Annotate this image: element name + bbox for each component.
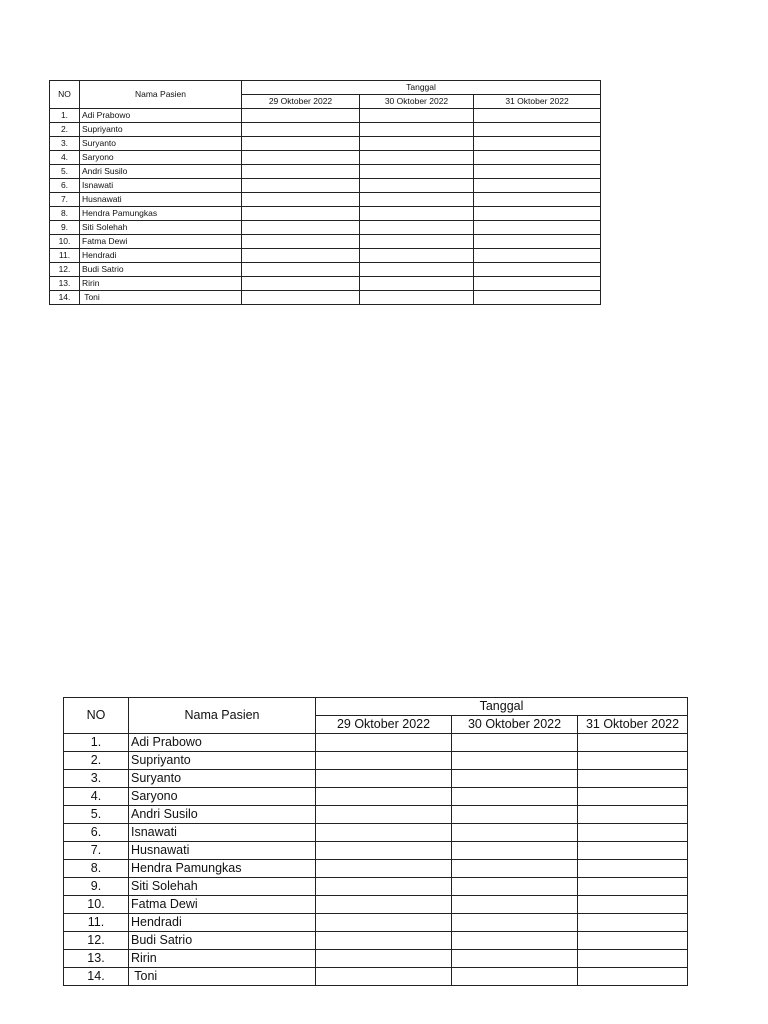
date-cell[interactable]	[578, 950, 688, 968]
table-row	[50, 165, 601, 179]
date-cell[interactable]	[360, 137, 474, 151]
date-cell[interactable]	[242, 249, 360, 263]
date-cell[interactable]	[474, 193, 601, 207]
patient-name: Husnawati	[129, 842, 316, 860]
header-date: 31 Oktober 2022	[578, 716, 688, 734]
table-body	[50, 109, 601, 305]
table-row	[50, 249, 601, 263]
row-number: 13.	[50, 277, 80, 291]
header-no: NO	[50, 81, 80, 109]
patient-name: Toni	[80, 291, 242, 305]
date-cell[interactable]	[316, 788, 452, 806]
date-cell[interactable]	[360, 179, 474, 193]
date-cell[interactable]	[474, 151, 601, 165]
date-cell[interactable]	[474, 109, 601, 123]
patient-name: Hendra Pamungkas	[80, 207, 242, 221]
date-cell[interactable]	[452, 860, 578, 878]
row-number: 5.	[64, 806, 129, 824]
patient-name: Hendra Pamungkas	[129, 860, 316, 878]
date-cell[interactable]	[452, 896, 578, 914]
date-cell[interactable]	[316, 806, 452, 824]
date-cell[interactable]	[242, 165, 360, 179]
patient-name: Saryono	[129, 788, 316, 806]
date-cell[interactable]	[578, 842, 688, 860]
date-cell[interactable]	[360, 235, 474, 249]
row-number: 14.	[50, 291, 80, 305]
date-cell[interactable]	[578, 860, 688, 878]
date-cell[interactable]	[474, 277, 601, 291]
patient-name: Andri Susilo	[80, 165, 242, 179]
patient-name: Supriyanto	[80, 123, 242, 137]
date-cell[interactable]	[474, 179, 601, 193]
date-cell[interactable]	[474, 249, 601, 263]
date-cell[interactable]	[316, 824, 452, 842]
table-body	[64, 734, 688, 986]
date-cell[interactable]	[360, 291, 474, 305]
date-cell[interactable]	[360, 151, 474, 165]
date-cell[interactable]	[474, 137, 601, 151]
row-number: 3.	[50, 137, 80, 151]
date-cell[interactable]	[452, 950, 578, 968]
date-cell[interactable]	[452, 752, 578, 770]
date-cell[interactable]	[452, 914, 578, 932]
patient-name: Siti Solehah	[80, 221, 242, 235]
patient-table-small	[49, 80, 601, 305]
date-cell[interactable]	[452, 968, 578, 986]
date-cell[interactable]	[360, 165, 474, 179]
patient-name: Suryanto	[129, 770, 316, 788]
patient-name: Fatma Dewi	[80, 235, 242, 249]
date-cell[interactable]	[360, 207, 474, 221]
date-cell[interactable]	[452, 788, 578, 806]
table-row	[64, 968, 688, 986]
date-cell[interactable]	[360, 263, 474, 277]
date-cell[interactable]	[474, 165, 601, 179]
row-number: 7.	[64, 842, 129, 860]
date-cell[interactable]	[316, 860, 452, 878]
row-number: 6.	[64, 824, 129, 842]
date-cell[interactable]	[360, 249, 474, 263]
row-number: 4.	[64, 788, 129, 806]
patient-name: Ririn	[129, 950, 316, 968]
date-cell[interactable]	[578, 788, 688, 806]
date-cell[interactable]	[242, 179, 360, 193]
date-cell[interactable]	[474, 221, 601, 235]
row-number: 4.	[50, 151, 80, 165]
date-cell[interactable]	[578, 734, 688, 752]
table-row	[50, 291, 601, 305]
patient-table-large	[63, 697, 688, 986]
header-date: 29 Oktober 2022	[316, 716, 452, 734]
row-number: 12.	[50, 263, 80, 277]
row-number: 2.	[50, 123, 80, 137]
date-cell[interactable]	[578, 752, 688, 770]
table-row	[64, 896, 688, 914]
patient-name: Toni	[129, 968, 316, 986]
date-cell[interactable]	[316, 752, 452, 770]
date-cell[interactable]	[242, 109, 360, 123]
row-number: 8.	[50, 207, 80, 221]
date-cell[interactable]	[316, 896, 452, 914]
date-cell[interactable]	[360, 277, 474, 291]
row-number: 2.	[64, 752, 129, 770]
date-cell[interactable]	[316, 878, 452, 896]
date-cell[interactable]	[242, 151, 360, 165]
table-row	[50, 263, 601, 277]
patient-name: Budi Satrio	[129, 932, 316, 950]
header-date: 29 Oktober 2022	[242, 95, 360, 109]
date-cell[interactable]	[242, 235, 360, 249]
date-cell[interactable]	[578, 806, 688, 824]
date-cell[interactable]	[452, 770, 578, 788]
table-row	[64, 932, 688, 950]
date-cell[interactable]	[452, 806, 578, 824]
row-number: 5.	[50, 165, 80, 179]
date-cell[interactable]	[474, 291, 601, 305]
date-cell[interactable]	[242, 263, 360, 277]
row-number: 9.	[64, 878, 129, 896]
date-cell[interactable]	[452, 824, 578, 842]
row-number: 9.	[50, 221, 80, 235]
date-cell[interactable]	[242, 137, 360, 151]
table-row	[64, 788, 688, 806]
date-cell[interactable]	[242, 291, 360, 305]
header-date: 31 Oktober 2022	[474, 95, 601, 109]
patient-name: Hendradi	[80, 249, 242, 263]
table-row	[50, 123, 601, 137]
table-row	[64, 914, 688, 932]
date-cell[interactable]	[578, 770, 688, 788]
date-cell[interactable]	[578, 896, 688, 914]
date-cell[interactable]	[242, 277, 360, 291]
date-cell[interactable]	[578, 824, 688, 842]
table-row	[50, 221, 601, 235]
table-row	[64, 806, 688, 824]
row-number: 10.	[50, 235, 80, 249]
row-number: 11.	[64, 914, 129, 932]
patient-name: Husnawati	[80, 193, 242, 207]
date-cell[interactable]	[242, 193, 360, 207]
table-row	[50, 109, 601, 123]
row-number: 11.	[50, 249, 80, 263]
table-row	[64, 770, 688, 788]
patient-name: Adi Prabowo	[80, 109, 242, 123]
date-cell[interactable]	[316, 932, 452, 950]
patient-name: Supriyanto	[129, 752, 316, 770]
header-name: Nama Pasien	[129, 698, 316, 734]
header-date: 30 Oktober 2022	[452, 716, 578, 734]
date-cell[interactable]	[578, 878, 688, 896]
row-number: 14.	[64, 968, 129, 986]
table-row	[50, 179, 601, 193]
date-cell[interactable]	[452, 932, 578, 950]
date-cell[interactable]	[452, 842, 578, 860]
row-number: 10.	[64, 896, 129, 914]
table-row	[50, 207, 601, 221]
date-cell[interactable]	[316, 842, 452, 860]
table-row	[50, 193, 601, 207]
table-row	[64, 824, 688, 842]
date-cell[interactable]	[474, 235, 601, 249]
header-no: NO	[64, 698, 129, 734]
patient-name: Fatma Dewi	[129, 896, 316, 914]
date-cell[interactable]	[578, 932, 688, 950]
table-row	[50, 137, 601, 151]
table-row	[64, 734, 688, 752]
table-row	[50, 277, 601, 291]
patient-name: Suryanto	[80, 137, 242, 151]
row-number: 1.	[50, 109, 80, 123]
patient-name: Andri Susilo	[129, 806, 316, 824]
patient-name: Isnawati	[129, 824, 316, 842]
row-number: 13.	[64, 950, 129, 968]
header-date-group: Tanggal	[316, 698, 688, 716]
patient-name: Hendradi	[129, 914, 316, 932]
header-name: Nama Pasien	[80, 81, 242, 109]
table-row	[64, 878, 688, 896]
date-cell[interactable]	[474, 123, 601, 137]
date-cell[interactable]	[316, 914, 452, 932]
table-row	[50, 235, 601, 249]
patient-name: Budi Satrio	[80, 263, 242, 277]
header-date-group: Tanggal	[242, 81, 601, 95]
date-cell[interactable]	[242, 221, 360, 235]
row-number: 1.	[64, 734, 129, 752]
date-cell[interactable]	[316, 950, 452, 968]
row-number: 8.	[64, 860, 129, 878]
date-cell[interactable]	[242, 207, 360, 221]
date-cell[interactable]	[474, 207, 601, 221]
patient-name: Isnawati	[80, 179, 242, 193]
table-row	[64, 752, 688, 770]
patient-name: Ririn	[80, 277, 242, 291]
row-number: 6.	[50, 179, 80, 193]
date-cell[interactable]	[360, 193, 474, 207]
date-cell[interactable]	[578, 968, 688, 986]
table-row	[64, 950, 688, 968]
header-date: 30 Oktober 2022	[360, 95, 474, 109]
table-row	[50, 151, 601, 165]
date-cell[interactable]	[242, 123, 360, 137]
date-cell[interactable]	[360, 109, 474, 123]
patient-name: Saryono	[80, 151, 242, 165]
row-number: 7.	[50, 193, 80, 207]
patient-name: Adi Prabowo	[129, 734, 316, 752]
row-number: 12.	[64, 932, 129, 950]
date-cell[interactable]	[316, 968, 452, 986]
date-cell[interactable]	[452, 734, 578, 752]
date-cell[interactable]	[474, 263, 601, 277]
row-number: 3.	[64, 770, 129, 788]
table-row	[64, 860, 688, 878]
date-cell[interactable]	[360, 221, 474, 235]
date-cell[interactable]	[360, 123, 474, 137]
date-cell[interactable]	[316, 770, 452, 788]
date-cell[interactable]	[452, 878, 578, 896]
table-row	[64, 842, 688, 860]
date-cell[interactable]	[316, 734, 452, 752]
patient-name: Siti Solehah	[129, 878, 316, 896]
date-cell[interactable]	[578, 914, 688, 932]
